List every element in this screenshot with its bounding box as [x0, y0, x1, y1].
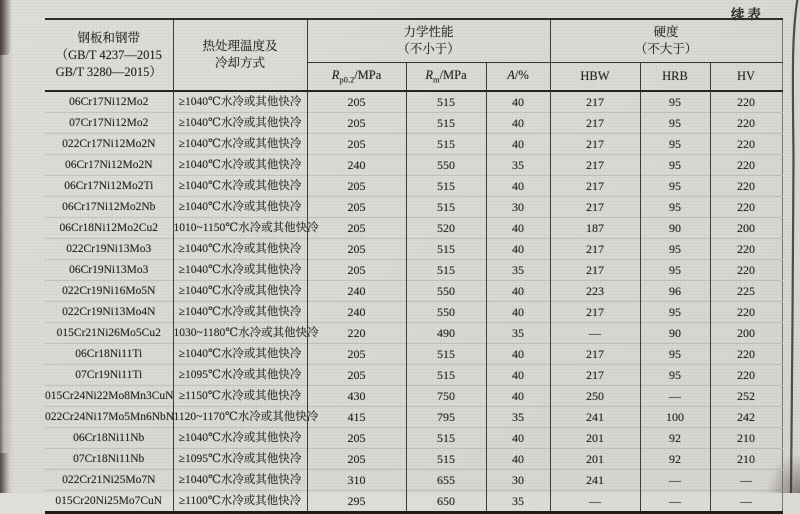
cell-heat: ≥1100℃水冷或其他快冷 — [173, 491, 307, 513]
table-row — [45, 491, 782, 513]
cell-hbw: 217 — [550, 155, 640, 176]
cell-hbw: 201 — [550, 428, 640, 449]
cell-hv: — — [710, 470, 782, 491]
cell-a: 40 — [486, 449, 550, 470]
cell-rm: 515 — [406, 344, 486, 365]
cell-rm: 515 — [406, 91, 486, 113]
cell-a: 40 — [486, 218, 550, 239]
cell-a: 40 — [486, 176, 550, 197]
cell-rm: 515 — [406, 134, 486, 155]
table-row — [45, 407, 782, 428]
cell-hv: 220 — [710, 176, 782, 197]
header-grade-line1: 钢板和钢带 — [77, 30, 140, 45]
cell-rm: 550 — [406, 281, 486, 302]
table-row — [45, 365, 782, 386]
cell-heat: ≥1040℃水冷或其他快冷 — [173, 176, 307, 197]
cell-heat: 1010~1150℃水冷或其他快冷 — [173, 218, 307, 239]
cell-heat: ≥1040℃水冷或其他快冷 — [173, 113, 307, 134]
cell-rm: 515 — [406, 365, 486, 386]
cell-grade: 06Cr18Ni11Ti — [45, 344, 173, 365]
cell-hv: 225 — [710, 281, 782, 302]
cell-hbw: 217 — [550, 344, 640, 365]
cell-hbw: 217 — [550, 302, 640, 323]
cell-grade: 015Cr24Ni22Mo8Mn3CuN — [45, 386, 173, 407]
cell-heat: ≥1040℃水冷或其他快冷 — [173, 134, 307, 155]
cell-grade: 022Cr19Ni13Mo4N — [45, 302, 173, 323]
cell-rp02: 205 — [307, 260, 406, 281]
cell-rm: 515 — [406, 113, 486, 134]
rm-symbol: R — [425, 68, 433, 83]
table-row — [45, 386, 782, 407]
table-row — [45, 91, 782, 113]
cell-rp02: 240 — [307, 281, 406, 302]
table-row — [45, 323, 782, 344]
header-grade-line3: GB/T 3280—2015） — [55, 64, 162, 79]
cell-hrb: — — [640, 386, 710, 407]
cell-heat: ≥1040℃水冷或其他快冷 — [173, 428, 307, 449]
cell-hrb: 96 — [640, 281, 710, 302]
cell-hrb: 90 — [640, 323, 710, 344]
cell-hbw: 217 — [550, 134, 640, 155]
cell-hrb: 95 — [640, 113, 710, 134]
cell-a: 35 — [486, 323, 550, 344]
cell-rm: 650 — [406, 491, 486, 513]
cell-heat: ≥1040℃水冷或其他快冷 — [173, 260, 307, 281]
cell-a: 30 — [486, 197, 550, 218]
cell-rm: 655 — [406, 470, 486, 491]
header-mech-note: （不小于） — [397, 42, 460, 56]
cell-hbw: 217 — [550, 239, 640, 260]
cell-hrb: 95 — [640, 91, 710, 113]
cell-hrb: 100 — [640, 407, 710, 428]
cell-hrb: 95 — [640, 344, 710, 365]
cell-rm: 795 — [406, 407, 486, 428]
cell-rm: 515 — [406, 428, 486, 449]
rp02-symbol: R — [331, 68, 340, 83]
cell-grade: 06Cr17Ni12Mo2Nb — [45, 197, 173, 218]
rm-unit: /MPa — [439, 68, 467, 83]
cell-rm: 520 — [406, 218, 486, 239]
cell-rp02: 240 — [307, 155, 406, 176]
header-col-hbw — [550, 63, 640, 92]
a-unit: /% — [514, 68, 529, 83]
cell-a: 30 — [486, 470, 550, 491]
hv-label: HV — [736, 69, 756, 83]
cell-rm: 550 — [406, 155, 486, 176]
cell-hrb: 95 — [640, 197, 710, 218]
cell-a: 40 — [486, 281, 550, 302]
cell-hv: 220 — [710, 155, 782, 176]
table-row — [45, 470, 782, 491]
cell-hrb: — — [640, 491, 710, 513]
header-heat-line2: 冷却方式 — [214, 56, 265, 70]
cell-rp02: 205 — [307, 344, 406, 365]
cell-a: 40 — [486, 113, 550, 134]
cell-grade: 06Cr19Ni13Mo3 — [45, 260, 173, 281]
header-heat-treatment-column — [173, 19, 307, 91]
cell-rp02: 415 — [307, 407, 406, 428]
page-left-top-shadow — [0, 0, 11, 55]
cell-a: 35 — [486, 260, 550, 281]
cell-a: 35 — [486, 407, 550, 428]
cell-hbw: 241 — [550, 407, 640, 428]
cell-grade: 022Cr17Ni12Mo2N — [45, 134, 173, 155]
cell-rm: 515 — [406, 176, 486, 197]
header-heat-line1: 热处理温度及 — [202, 39, 278, 53]
table-row — [45, 344, 782, 365]
cell-grade: 06Cr18Ni12Mo2Cu2 — [45, 218, 173, 239]
continued-table-label: 续表 — [731, 7, 764, 22]
cell-grade: 07Cr19Ni11Ti — [45, 365, 173, 386]
cell-rp02: 205 — [307, 197, 406, 218]
cell-rp02: 205 — [307, 134, 406, 155]
cell-hv: 242 — [710, 407, 782, 428]
cell-a: 40 — [486, 386, 550, 407]
cell-rp02: 205 — [307, 428, 406, 449]
cell-heat: ≥1040℃水冷或其他快冷 — [173, 344, 307, 365]
table-row — [45, 134, 782, 155]
cell-a: 40 — [486, 134, 550, 155]
table-row — [45, 176, 782, 197]
cell-hrb: 95 — [640, 155, 710, 176]
table-row — [45, 113, 782, 134]
cell-a: 40 — [486, 428, 550, 449]
header-mech-title: 力学性能 — [403, 25, 454, 39]
cell-grade: 06Cr17Ni12Mo2Ti — [45, 176, 173, 197]
table-row — [45, 428, 782, 449]
cell-hv: 220 — [710, 365, 782, 386]
cell-grade: 06Cr17Ni12Mo2 — [45, 91, 173, 113]
cell-a: 35 — [486, 491, 550, 513]
cell-rp02: 205 — [307, 113, 406, 134]
cell-hbw: 241 — [550, 470, 640, 491]
cell-rp02: 205 — [307, 218, 406, 239]
cell-heat: ≥1150℃水冷或其他快冷 — [173, 386, 307, 407]
cell-hbw: 217 — [550, 197, 640, 218]
table-row — [45, 260, 782, 281]
cell-rp02: 205 — [307, 176, 406, 197]
cell-heat: ≥1095℃水冷或其他快冷 — [173, 449, 307, 470]
cell-hv: 220 — [710, 302, 782, 323]
header-col-rp02 — [307, 63, 406, 92]
cell-hbw: 217 — [550, 365, 640, 386]
table-row — [45, 302, 782, 323]
cell-grade: 06Cr17Ni12Mo2N — [45, 155, 173, 176]
cell-rp02: 220 — [307, 323, 406, 344]
a-symbol: A — [507, 68, 515, 83]
cell-grade: 07Cr18Ni11Nb — [45, 449, 173, 470]
cell-heat: ≥1095℃水冷或其他快冷 — [173, 365, 307, 386]
cell-rp02: 205 — [307, 365, 406, 386]
header-hardness-title: 硬度 — [653, 25, 679, 39]
hbw-label: HBW — [580, 69, 610, 83]
cell-rp02: 205 — [307, 239, 406, 260]
cell-hbw: — — [550, 323, 640, 344]
cell-grade: 015Cr20Ni25Mo7CuN — [45, 491, 173, 513]
cell-rp02: 205 — [307, 449, 406, 470]
cell-grade: 022Cr21Ni25Mo7N — [45, 470, 173, 491]
cell-hbw: 201 — [550, 449, 640, 470]
cell-rm: 515 — [406, 449, 486, 470]
cell-hv: 220 — [710, 91, 782, 113]
header-group-mechanical — [307, 19, 550, 63]
cell-hbw: 217 — [550, 176, 640, 197]
cell-hrb: — — [640, 470, 710, 491]
page-left-edge-shadow — [0, 0, 14, 493]
header-group-hardness — [550, 19, 782, 63]
steel-properties-table — [45, 18, 783, 514]
cell-hv: 200 — [710, 323, 782, 344]
cell-hv: 220 — [710, 113, 782, 134]
rm-subscript: m — [432, 74, 440, 85]
cell-hv: 220 — [710, 344, 782, 365]
header-col-a — [486, 63, 550, 92]
cell-rp02: 430 — [307, 386, 406, 407]
cell-rm: 490 — [406, 323, 486, 344]
cell-hv: 200 — [710, 218, 782, 239]
cell-a: 40 — [486, 91, 550, 113]
header-col-rm — [406, 63, 486, 92]
cell-hbw: 187 — [550, 218, 640, 239]
cell-heat: 1030~1180℃水冷或其他快冷 — [173, 323, 307, 344]
cell-heat: ≥1040℃水冷或其他快冷 — [173, 470, 307, 491]
cell-hrb: 95 — [640, 260, 710, 281]
header-col-hrb — [640, 63, 710, 92]
cell-hbw: 250 — [550, 386, 640, 407]
cell-rp02: 205 — [307, 91, 406, 113]
cell-heat: 1120~1170℃水冷或其他快冷 — [173, 407, 307, 428]
cell-hv: 220 — [710, 260, 782, 281]
cell-heat: ≥1040℃水冷或其他快冷 — [173, 302, 307, 323]
cell-rm: 550 — [406, 302, 486, 323]
table-row — [45, 281, 782, 302]
cell-rm: 515 — [406, 239, 486, 260]
cell-heat: ≥1040℃水冷或其他快冷 — [173, 281, 307, 302]
cell-hrb: 95 — [640, 134, 710, 155]
cell-hrb: 95 — [640, 239, 710, 260]
cell-hrb: 90 — [640, 218, 710, 239]
cell-hv: 210 — [710, 449, 782, 470]
cell-rm: 750 — [406, 386, 486, 407]
table-row — [45, 155, 782, 176]
cell-rm: 515 — [406, 260, 486, 281]
cell-grade: 022Cr24Ni17Mo5Mn6NbN — [45, 407, 173, 428]
cell-a: 40 — [486, 302, 550, 323]
header-grade-column — [45, 19, 173, 91]
cell-hrb: 95 — [640, 176, 710, 197]
cell-hrb: 95 — [640, 302, 710, 323]
cell-hrb: 95 — [640, 365, 710, 386]
header-col-hv — [710, 63, 782, 92]
cell-hv: 220 — [710, 239, 782, 260]
cell-hbw: 217 — [550, 113, 640, 134]
cell-heat: ≥1040℃水冷或其他快冷 — [173, 155, 307, 176]
cell-hv: 220 — [710, 134, 782, 155]
cell-heat: ≥1040℃水冷或其他快冷 — [173, 91, 307, 113]
cell-hbw: 223 — [550, 281, 640, 302]
table-row — [45, 197, 782, 218]
cell-a: 35 — [486, 155, 550, 176]
rp02-subscript: p0.2 — [339, 74, 355, 85]
cell-a: 40 — [486, 239, 550, 260]
cell-a: 40 — [486, 365, 550, 386]
cell-hv: 210 — [710, 428, 782, 449]
cell-grade: 06Cr18Ni11Nb — [45, 428, 173, 449]
cell-grade: 015Cr21Ni26Mo5Cu2 — [45, 323, 173, 344]
table-row — [45, 239, 782, 260]
cell-rp02: 240 — [307, 302, 406, 323]
header-grade-line2: （GB/T 4237—2015 — [55, 47, 162, 62]
cell-grade: 022Cr19Ni16Mo5N — [45, 281, 173, 302]
cell-grade: 022Cr19Ni13Mo3 — [45, 239, 173, 260]
table-row — [45, 218, 782, 239]
table-row — [45, 449, 782, 470]
header-hardness-note: （不大于） — [634, 42, 698, 56]
cell-heat: ≥1040℃水冷或其他快冷 — [173, 197, 307, 218]
cell-hrb: 92 — [640, 449, 710, 470]
cell-rp02: 310 — [307, 470, 406, 491]
cell-hbw: — — [550, 491, 640, 513]
cell-hv: — — [710, 491, 782, 513]
page-left-bottom-shadow — [0, 453, 9, 493]
hrb-label: HRB — [662, 69, 688, 83]
cell-rp02: 295 — [307, 491, 406, 513]
rp02-unit: /MPa — [354, 68, 382, 83]
cell-heat: ≥1040℃水冷或其他快冷 — [173, 239, 307, 260]
cell-grade: 07Cr17Ni12Mo2 — [45, 113, 173, 134]
cell-hrb: 92 — [640, 428, 710, 449]
cell-hbw: 217 — [550, 260, 640, 281]
cell-hbw: 217 — [550, 91, 640, 113]
cell-a: 40 — [486, 344, 550, 365]
cell-hv: 220 — [710, 197, 782, 218]
cell-rm: 515 — [406, 197, 486, 218]
cell-hv: 252 — [710, 386, 782, 407]
